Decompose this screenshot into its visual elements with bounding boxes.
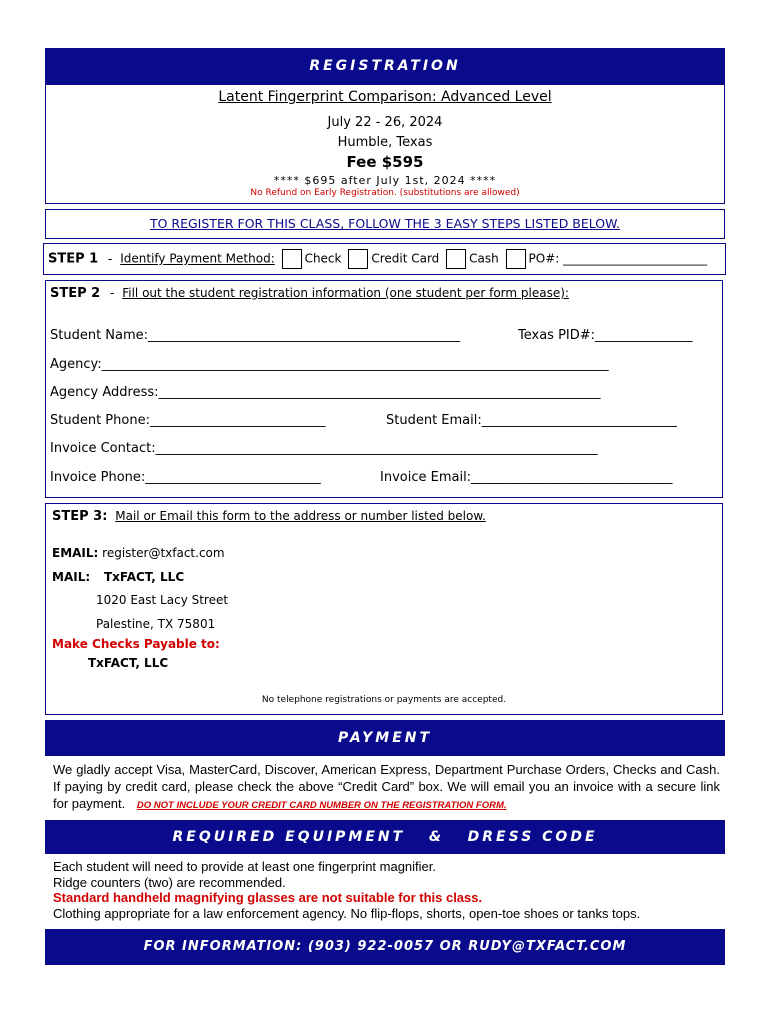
student-phone-field[interactable]: Student Phone:___________________________: [50, 413, 326, 428]
course-info-box: [45, 84, 725, 204]
step3-box: [45, 503, 723, 715]
mail-city: Palestine, TX 75801: [96, 617, 216, 631]
equipment-banner: [45, 820, 725, 854]
info-text: FOR INFORMATION: (903) 922-0057 OR RUDY@TXFACT.COM: [143, 939, 627, 954]
course-dates: July 22 - 26, 2024: [327, 115, 443, 130]
mail-name: TxFACT, LLC: [103, 570, 185, 584]
registration-banner: [45, 48, 725, 84]
step2-label: STEP 2: [50, 286, 101, 301]
step1-dash: -: [108, 251, 113, 266]
agency-field[interactable]: Agency:______________________________________________________________________________: [50, 357, 609, 372]
equipment-line-3: Standard handheld magnifying glasses are not suitable for this class.: [53, 890, 483, 905]
step2-box: [45, 280, 723, 498]
payment-text: We gladly accept Visa, MasterCard, Discover, American Express, Department Purchase Orders, Checks and Cash. If paying by credit card, please check the above “Credit Card” box. We will email you an invoice with a secure link for payment.: [53, 762, 720, 811]
po-field[interactable]: PO#: ________________________: [528, 251, 708, 266]
check-checkbox[interactable]: [282, 249, 302, 269]
step1-label: STEP 1: [48, 251, 99, 267]
student-email-field[interactable]: Student Email:______________________________: [386, 413, 677, 428]
registration-title: REGISTRATION: [309, 58, 461, 74]
email-line: [52, 546, 225, 560]
step3-header: [52, 509, 486, 524]
no-telephone-note: No telephone registrations or payments are accepted.: [261, 695, 507, 705]
student-name-field[interactable]: Student Name:________________________________________________: [50, 328, 461, 343]
step1-text: Identify Payment Method:: [120, 251, 275, 266]
course-fee: Fee $595: [346, 153, 424, 171]
payment-warning: DO NOT INCLUDE YOUR CREDIT CARD NUMBER ON THE REGISTRATION FORM.: [136, 800, 507, 811]
instructions-box: [45, 209, 725, 239]
check-option-label: Check: [304, 251, 342, 266]
step2-text: Fill out the student registration information (one student per form please):: [122, 286, 569, 300]
equipment-title: REQUIRED EQUIPMENT & DRESS CODE: [172, 829, 598, 845]
step2-dash: -: [110, 286, 115, 300]
invoice-contact-field[interactable]: Invoice Contact:____________________________________________________________________: [50, 441, 598, 456]
equipment-line-4: Clothing appropriate for a law enforcement agency. No flip-flops, shorts, open-toe shoes or tanks tops.: [53, 905, 641, 921]
step2-header: [50, 286, 569, 301]
step3-text: Mail or Email this form to the address or number listed below.: [115, 509, 486, 523]
po-checkbox[interactable]: [506, 249, 526, 269]
equipment-line-2: Ridge counters (two) are recommended.: [53, 874, 286, 890]
texas-pid-field[interactable]: Texas PID#:_______________: [518, 328, 693, 343]
payment-text-block: [53, 761, 720, 814]
mail-label: MAIL:: [52, 570, 91, 584]
refund-note: No Refund on Early Registration. (substitutions are allowed): [250, 188, 520, 198]
agency-address-field[interactable]: Agency Address:____________________________________________________________________: [50, 385, 601, 400]
course-title: Latent Fingerprint Comparison: Advanced Level: [218, 89, 552, 105]
cash-checkbox[interactable]: [446, 249, 466, 269]
cash-option-label: Cash: [469, 251, 499, 266]
step1-row: [48, 249, 707, 269]
invoice-phone-field[interactable]: Invoice Phone:___________________________: [50, 470, 321, 485]
instructions-text: TO REGISTER FOR THIS CLASS, FOLLOW THE 3 EASY STEPS LISTED BELOW.: [149, 216, 621, 231]
info-banner: [45, 929, 725, 965]
equipment-line-1: Each student will need to provide at least one fingerprint magnifier.: [53, 859, 437, 874]
late-fee: **** $695 after July 1st, 2024 ****: [273, 174, 497, 187]
payment-title: PAYMENT: [337, 730, 433, 746]
credit-card-option-label: Credit Card: [371, 251, 440, 266]
invoice-email-field[interactable]: Invoice Email:_______________________________: [380, 470, 673, 485]
credit-card-checkbox[interactable]: [348, 249, 368, 269]
checks-payable-label: Make Checks Payable to:: [52, 637, 220, 651]
email-value[interactable]: register@txfact.com: [102, 546, 225, 560]
mail-street: 1020 East Lacy Street: [96, 593, 229, 607]
equipment-text-block: [53, 859, 720, 921]
mail-line: [52, 570, 184, 584]
course-location: Humble, Texas: [337, 135, 433, 150]
payment-banner: [45, 720, 725, 756]
checks-payable-name: TxFACT, LLC: [88, 656, 169, 670]
email-label: EMAIL:: [52, 546, 99, 560]
step3-label: STEP 3:: [52, 509, 108, 524]
step1-box: [43, 243, 726, 275]
